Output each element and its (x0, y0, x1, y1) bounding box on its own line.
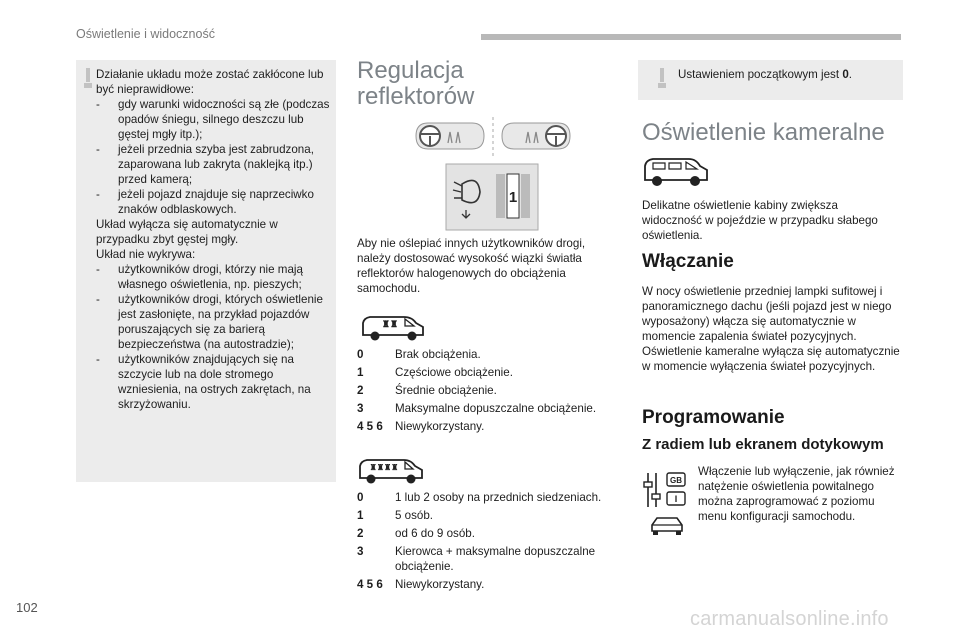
section-title-ambient: Oświetlenie kameralne (642, 119, 885, 146)
dash-item-text: gdy warunki widoczności są złe (podczas opadów śniegu, silnego deszczu lub gęstej mgły itp.); (118, 98, 330, 141)
load-level-row (357, 508, 619, 523)
dash-list-item (96, 97, 330, 142)
load-level-key: 3 (357, 402, 364, 415)
section-heading-switching-on: Włączanie (642, 251, 734, 272)
load-level-row (357, 365, 617, 380)
load-level-key: 4 5 6 (357, 578, 383, 591)
dash-marker: - (96, 293, 100, 306)
info-marker-icon (86, 68, 90, 82)
load-level-row (357, 347, 617, 362)
load-level-row (357, 577, 619, 592)
load-level-row (357, 383, 617, 398)
headlamp-dial-panel (446, 164, 538, 230)
right-info-note: Ustawieniem początkowym jest 0. (638, 60, 903, 100)
load-level-key: 1 (357, 366, 364, 379)
note-paragraph: Działanie układu może zostać zakłócone lub być nieprawidłowe: (96, 68, 324, 96)
dash-marker: - (96, 263, 100, 276)
load-level-row (357, 490, 619, 505)
dash-item-text: użytkowników znajdujących się na szczycie lub na dole stromego wzniesienia, na ostrych zakrętach, na skrzyżowaniu. (118, 353, 311, 411)
note-dash-list (96, 97, 330, 217)
load-level-row (357, 526, 619, 541)
load-level-key: 2 (357, 384, 364, 397)
dash-item-text: użytkowników drogi, których oświetlenie jest zasłonięte, na przykład pojazdów poruszających się za barierą bezpieczeństwa (na autostradzie); (118, 293, 323, 351)
load-level-list-standard (357, 347, 617, 437)
section-header-title: Oświetlenie i widoczność (76, 27, 215, 41)
load-level-description: Brak obciążenia. (395, 348, 481, 361)
load-level-description: od 6 do 9 osób. (395, 527, 475, 540)
car-front-icon (648, 514, 686, 536)
headlamp-adjustment-illustration (408, 114, 578, 234)
ambient-intro-text: Delikatne oświetlenie kabiny zwiększa widoczność w pojeździe w przypadku słabego oświetlenia. (642, 199, 878, 242)
load-level-description: Kierowca + maksymalne dopuszczalne obciążenie. (395, 545, 596, 573)
programming-text: Włączenie lub wyłączenie, jak również natężenie oświetlenia powitalnego można zaprogramować z poziomu menu konfiguracji samochodu. (698, 465, 895, 523)
note-paragraph: Układ wyłącza się automatycznie w przypadku zbyt gęstej mgły. (96, 218, 278, 246)
load-level-key: 4 5 6 (357, 420, 383, 433)
load-level-key: 2 (357, 527, 364, 540)
van-single-row-icon (360, 313, 426, 343)
svg-text:♜♜♜♜: ♜♜♜♜ (369, 463, 399, 472)
load-level-description: Maksymalne dopuszczalne obciążenie. (395, 402, 597, 415)
load-level-description: Niewykorzystany. (395, 578, 485, 591)
dash-list-item (96, 187, 330, 217)
dash-marker: - (96, 143, 100, 156)
info-i-label: I (674, 494, 678, 504)
load-level-row (357, 401, 617, 416)
headlamp-beam-icon (502, 123, 570, 149)
subheading-radio-touchscreen: Z radiem lub ekranem dotykowym (642, 436, 884, 453)
language-gb-label: GB (670, 476, 682, 485)
dash-item-text: użytkowników drogi, którzy nie mają własnego oświetlenia, np. pieszych; (118, 263, 303, 291)
settings-menu-icon (643, 470, 689, 510)
svg-text:♜♜: ♜♜ (381, 319, 399, 329)
load-level-description: Niewykorzystany. (395, 420, 485, 433)
load-level-description: Średnie obciążenie. (395, 384, 497, 397)
dash-marker: - (96, 353, 100, 366)
load-level-key: 3 (357, 545, 364, 558)
switching-on-text: W nocy oświetlenie przedniej lampki sufitowej i panoramicznego dachu (jeśli pojazd jest w niego wyposażony) włącza się automatycznie w momencie zapalenia świateł pozycyjnych. Oświetlenie kameralne wyłącza się automatycznie w momencie wyłączenia świateł pozycyjnych. (642, 285, 900, 373)
van-three-row-icon (358, 456, 424, 486)
note-dash-list (96, 262, 330, 412)
note-paragraph: Układ nie wykrywa: (96, 248, 196, 261)
load-level-key: 1 (357, 509, 364, 522)
load-level-row (357, 419, 617, 434)
load-level-description: 1 lub 2 osoby na przednich siedzeniach. (395, 491, 602, 504)
dash-list-item (96, 352, 330, 412)
header-bar (481, 34, 901, 40)
dash-item-text: jeżeli pojazd znajduje się naprzeciwko znaków odblaskowych. (118, 188, 314, 216)
load-level-key: 0 (357, 491, 364, 504)
load-level-key: 0 (357, 348, 364, 361)
van-side-icon (643, 156, 709, 188)
dash-list-item (96, 142, 330, 187)
dash-list-item (96, 262, 330, 292)
dial-value-label: 1 (508, 189, 518, 206)
section-title-headlamp: Regulacja reflektorów (357, 57, 475, 110)
dash-item-text: jeżeli przednia szyba jest zabrudzona, zaparowana lub zakryta (naklejką itp.) przed kamerą; (118, 143, 314, 186)
dash-marker: - (96, 188, 100, 201)
dash-list-item (96, 292, 330, 352)
section-heading-programming: Programowanie (642, 407, 785, 428)
dash-marker: - (96, 98, 100, 111)
left-info-note (76, 60, 336, 482)
load-level-description: 5 osób. (395, 509, 434, 522)
load-level-list-passenger (357, 490, 619, 595)
page-number: 102 (16, 600, 38, 615)
info-marker-icon (660, 68, 664, 82)
load-level-row (357, 544, 619, 574)
load-level-description: Częściowe obciążenie. (395, 366, 513, 379)
headlamp-intro-text: Aby nie oślepiać innych użytkowników drogi, należy dostosować wysokość wiązki światła reflektorów halogenowych do obciążenia samochodu. (357, 237, 586, 295)
watermark: carmanualsonline.info (690, 608, 889, 630)
headlamp-beam-icon (416, 123, 484, 149)
